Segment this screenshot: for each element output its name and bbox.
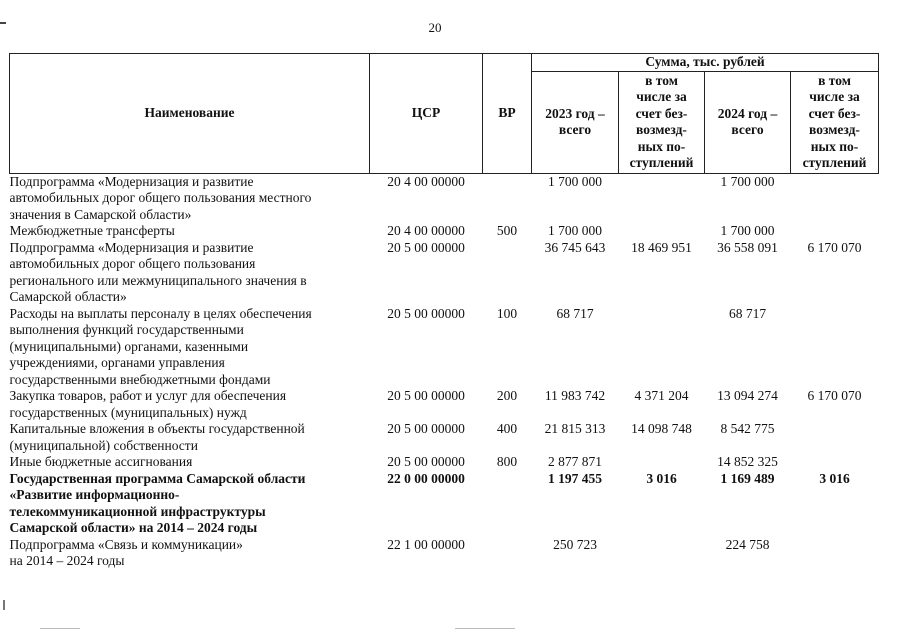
header-name: Наименование xyxy=(10,54,370,174)
row-2023-total: 2 877 871 xyxy=(548,454,602,469)
table-row xyxy=(10,388,879,421)
row-2023-grant: 3 016 xyxy=(646,470,677,486)
row-2024-grant xyxy=(791,454,879,471)
row-2023-grant: 4 371 204 xyxy=(634,388,689,403)
budget-table xyxy=(9,53,879,570)
row-2024-total: 8 542 775 xyxy=(720,421,775,436)
row-2024-total: 36 558 091 xyxy=(717,239,778,255)
table-row xyxy=(10,240,879,306)
row-2023-total: 1 700 000 xyxy=(548,223,602,238)
row-2024-grant: 6 170 070 xyxy=(807,239,862,255)
row-name: Подпрограмма «Связь и коммуникации» на 2014 – 2024 годы xyxy=(9,536,243,568)
row-2023-total: 21 815 313 xyxy=(544,421,606,436)
row-name: Подпрограмма «Модернизация и развитие автомобильных дорог общего пользования местного значения в Самарской области» xyxy=(9,173,312,222)
row-name: Закупка товаров, работ и услуг для обеспечения государственных (муниципальных) нужд xyxy=(9,388,287,420)
scan-mark xyxy=(40,628,80,629)
row-2024-grant xyxy=(791,306,879,389)
row-name: Иные бюджетные ассигнования xyxy=(9,454,193,469)
table-row xyxy=(10,421,879,454)
row-2023-total: 36 745 643 xyxy=(544,239,606,255)
row-2023-total: 250 723 xyxy=(553,536,597,552)
row-2024-total: 13 094 274 xyxy=(717,388,778,403)
row-csr: 20 4 00 00000 xyxy=(387,173,465,189)
row-2024-total: 224 758 xyxy=(725,536,770,552)
row-2024-grant xyxy=(791,537,879,570)
header-sum-group: Сумма, тыс. рублей xyxy=(532,54,879,72)
row-vr xyxy=(483,240,532,306)
row-2023-total: 1 700 000 xyxy=(548,173,602,189)
row-csr: 22 0 00 00000 xyxy=(387,470,465,486)
scan-mark xyxy=(3,600,5,610)
row-vr: 200 xyxy=(496,388,518,403)
row-vr xyxy=(483,537,532,570)
row-vr: 400 xyxy=(496,421,518,436)
row-name: Капитальные вложения в объекты государственной (муниципальной) собственности xyxy=(9,421,305,453)
row-name: Расходы на выплаты персоналу в целях обеспечения выполнения функций государственными (муниципальными) органами, казенными учреждениями, органами управления государственными внебюджетными фондами xyxy=(9,305,312,387)
row-csr: 20 5 00 00000 xyxy=(387,388,465,403)
row-2024-grant: 3 016 xyxy=(819,470,850,486)
row-2023-grant xyxy=(619,306,705,389)
page-number: 20 xyxy=(428,20,442,35)
row-csr: 22 1 00 00000 xyxy=(387,536,465,552)
row-2024-grant xyxy=(791,421,879,454)
row-vr xyxy=(483,173,532,223)
row-2024-total: 68 717 xyxy=(728,305,767,321)
row-2023-grant xyxy=(619,537,705,570)
row-csr: 20 5 00 00000 xyxy=(387,454,465,469)
row-csr: 20 5 00 00000 xyxy=(387,239,465,255)
header-2024-total: 2024 год – всего xyxy=(705,71,791,173)
row-2023-grant: 14 098 748 xyxy=(631,421,692,436)
row-2024-grant: 6 170 070 xyxy=(807,388,862,403)
row-2023-total: 68 717 xyxy=(556,305,594,321)
row-csr: 20 5 00 00000 xyxy=(387,305,465,321)
scan-mark xyxy=(455,628,515,629)
row-csr: 20 5 00 00000 xyxy=(387,421,465,436)
table-row xyxy=(10,223,879,240)
row-2024-total: 1 700 000 xyxy=(720,173,775,189)
row-vr: 800 xyxy=(496,454,518,469)
header-2023-grant: в том числе за счет без- возмезд- ных по- ступлений xyxy=(619,71,705,173)
table-row xyxy=(10,306,879,389)
row-2024-total: 1 169 489 xyxy=(720,470,775,486)
header-2024-grant: в том числе за счет без- возмезд- ных по- ступлений xyxy=(791,71,879,173)
row-2023-grant xyxy=(619,173,705,223)
row-2024-grant xyxy=(791,173,879,223)
header-vr: ВР xyxy=(483,54,532,174)
table-row xyxy=(10,454,879,471)
row-csr: 20 4 00 00000 xyxy=(387,223,465,238)
row-2024-grant xyxy=(791,223,879,240)
row-name: Подпрограмма «Модернизация и развитие автомобильных дорог общего пользования регионального или межмуниципального значения в Самарской области» xyxy=(9,239,307,304)
row-vr xyxy=(483,471,532,537)
table-row xyxy=(10,471,879,537)
row-2023-grant xyxy=(619,223,705,240)
row-name: Государственная программа Самарской области «Развитие информационно- телекоммуникационной инфраструктуры Самарской области» на 2014 – 2024 годы xyxy=(9,470,306,535)
row-2024-total: 1 700 000 xyxy=(720,223,775,238)
row-vr: 100 xyxy=(496,305,518,321)
scan-mark xyxy=(0,22,6,24)
row-name: Межбюджетные трансферты xyxy=(9,223,175,238)
table-row xyxy=(10,173,879,223)
row-2023-total: 1 197 455 xyxy=(548,470,602,486)
header-2023-total: 2023 год – всего xyxy=(532,71,619,173)
row-2023-grant: 18 469 951 xyxy=(631,239,692,255)
row-vr: 500 xyxy=(496,223,518,238)
row-2024-total: 14 852 325 xyxy=(717,454,778,469)
header-csr: ЦСР xyxy=(370,54,483,174)
row-2023-total: 11 983 742 xyxy=(544,388,606,403)
row-2023-grant xyxy=(619,454,705,471)
table-row xyxy=(10,537,879,570)
